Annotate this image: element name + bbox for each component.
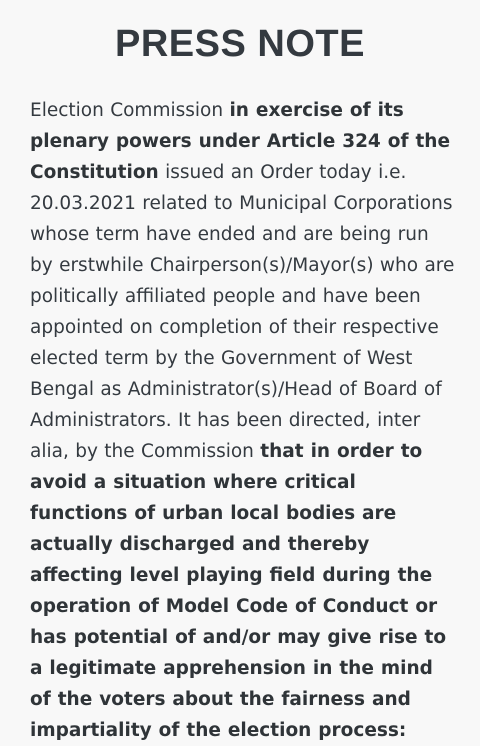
page-title: PRESS NOTE bbox=[115, 23, 365, 65]
paragraph-segment-4-bold: that in order to avoid a situation where critical functions of urban local bodies are actually discharged and thereby affecting level playing field during the operation of Model Code of Conduct or has potential of and/or may give rise to a legitimate apprehension in the mind of the voters about the fairness and impartiality of the election process: bbox=[30, 441, 447, 741]
paragraph-segment-1: Election Commission bbox=[30, 100, 230, 121]
paragraph-segment-2-bold: in exercise of its plenary powers under Article 324 of the Constitution bbox=[30, 100, 451, 183]
press-note-paragraph bbox=[30, 95, 455, 746]
paragraph-segment-3: issued an Order today i.e. 20.03.2021 related to Municipal Corporations whose term have ended and are being run by erstwhile Chairperson(s)/Mayor(s) who are politically affiliated people and have been appointed on completion of their respective elected term by the Government of West Bengal as Administrator(s)/Head of Board of Administrators. It has been directed, inter alia, by the Commission bbox=[30, 162, 455, 462]
